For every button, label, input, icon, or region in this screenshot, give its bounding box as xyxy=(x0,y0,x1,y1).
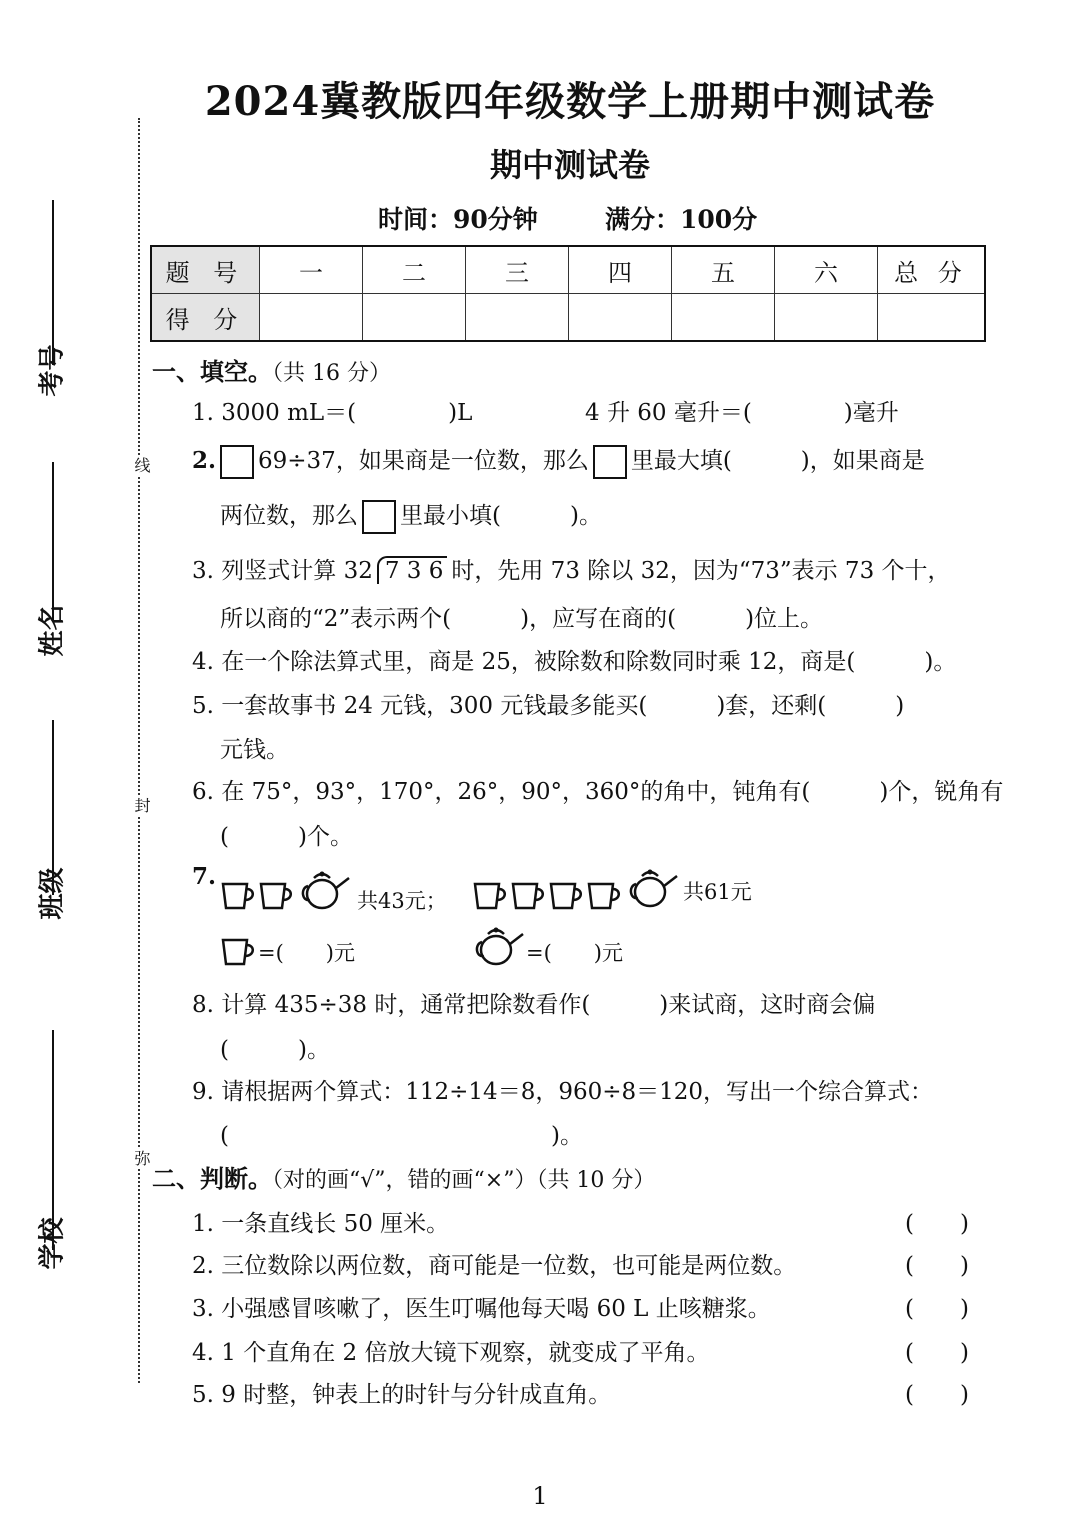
score-table-cell: 三 xyxy=(466,246,569,294)
q2-line-2 xyxy=(220,497,602,534)
q3-line-2: 所以商的“2”表示两个( )，应写在商的( )位上。 xyxy=(220,606,824,632)
judge-answer-1[interactable]: ( ) xyxy=(905,1211,969,1237)
score-table-cell: 六 xyxy=(775,246,878,294)
q8-line-2: ( )。 xyxy=(220,1037,330,1063)
digit-box[interactable] xyxy=(220,445,254,479)
score-table-cell: 一 xyxy=(260,246,363,294)
q6-line-1: 6. 在 75°，93°，170°，26°，90°，360°的角中，钝角有( )个，锐角有 xyxy=(192,779,1004,805)
name-field[interactable] xyxy=(52,462,54,622)
judge-answer-4[interactable]: ( ) xyxy=(905,1340,969,1366)
score-input-cell[interactable] xyxy=(363,294,466,342)
q9-line-1: 9. 请根据两个算式：112÷14＝8，960÷8＝120，写出一个综合算式： xyxy=(192,1079,934,1105)
school-label: 学校 xyxy=(37,1217,68,1270)
score-input-cell[interactable] xyxy=(569,294,672,342)
section-2-title: 二、判断。 xyxy=(152,1164,272,1193)
page-number: 1 xyxy=(532,1482,548,1510)
binding-word-seal: 封 xyxy=(132,797,151,813)
judge-item-4: 4. 1 个直角在 2 倍放大镜下观察，就变成了平角。 xyxy=(192,1340,710,1366)
q4: 4. 在一个除法算式里，商是 25，被除数和除数同时乘 12，商是( )。 xyxy=(192,649,957,675)
teapot-icon xyxy=(628,866,680,910)
score-table-cell: 四 xyxy=(569,246,672,294)
q7-number: 7. xyxy=(192,863,217,890)
teapot-icon xyxy=(300,868,352,912)
page-subtitle: 期中测试卷 xyxy=(489,146,650,184)
q5-line-2: 元钱。 xyxy=(220,737,289,763)
q2-line-1 xyxy=(192,442,925,479)
binding-word-mi: 弥 xyxy=(132,1150,151,1166)
judge-answer-2[interactable]: ( ) xyxy=(905,1253,969,1279)
score-table-cell: 二 xyxy=(363,246,466,294)
cup-icon xyxy=(472,880,508,912)
q3-text-2: 时，先用 73 除以 32，因为“73”表示 73 个十， xyxy=(451,558,951,584)
q3-line-1 xyxy=(192,552,951,585)
exam-full-score: 满分：100分 xyxy=(605,205,758,234)
score-table-cell: 总 分 xyxy=(878,246,986,294)
score-table-cell: 题 号 xyxy=(151,246,260,294)
teapot-icon xyxy=(474,924,526,968)
judge-item-5: 5. 9 时整，钟表上的时针与分针成直角。 xyxy=(192,1382,612,1408)
judge-answer-3[interactable]: ( ) xyxy=(905,1296,969,1322)
q1-part-a: 1. 3000 mL＝( )L xyxy=(192,400,473,426)
exam-time: 时间：90分钟 xyxy=(378,205,538,234)
cup-icon xyxy=(510,880,546,912)
score-input-cell[interactable] xyxy=(878,294,986,342)
q2-text-2: 里最大填( )，如果商是 xyxy=(630,448,925,474)
q7-total-2: 共61元 xyxy=(683,880,752,904)
score-input-cell[interactable] xyxy=(466,294,569,342)
judge-answer-5[interactable]: ( ) xyxy=(905,1382,969,1408)
score-input-cell[interactable] xyxy=(260,294,363,342)
digit-box[interactable] xyxy=(362,500,396,534)
page-title: 2024冀教版四年级数学上册期中测试卷 xyxy=(204,78,936,125)
score-table xyxy=(150,245,986,342)
q8-line-1: 8. 计算 435÷38 时，通常把除数看作( )来试商，这时商会偏 xyxy=(192,992,876,1018)
q5-line-1: 5. 一套故事书 24 元钱，300 元钱最多能买( )套，还剩( ) xyxy=(192,693,905,719)
score-input-cell[interactable] xyxy=(672,294,775,342)
judge-item-2: 2. 三位数除以两位数，商可能是一位数，也可能是两位数。 xyxy=(192,1253,797,1279)
cup-icon xyxy=(258,880,294,912)
score-table-header-row xyxy=(151,246,985,294)
q7-answer-cup[interactable]: =( )元 xyxy=(258,941,355,965)
cup-icon xyxy=(586,880,622,912)
class-label: 班级 xyxy=(37,867,68,920)
score-table-cell: 得 分 xyxy=(151,294,260,342)
section-2-heading xyxy=(152,1159,655,1194)
section-1-heading xyxy=(152,352,391,387)
name-label: 姓名 xyxy=(37,604,68,657)
section-1-note: （共 16 分） xyxy=(272,361,391,386)
binding-word-line: 线 xyxy=(132,457,151,473)
section-2-note: （对的画“√”，错的画“×”）（共 10 分） xyxy=(272,1168,656,1193)
section-1-title: 一、填空。 xyxy=(152,357,272,386)
q2-text-4: 里最小填( )。 xyxy=(400,503,602,529)
judge-item-1: 1. 一条直线长 50 厘米。 xyxy=(192,1211,450,1237)
binding-dotted-line xyxy=(138,118,140,1383)
digit-box[interactable] xyxy=(593,445,627,479)
q6-line-2: ( )个。 xyxy=(220,824,353,850)
long-division-bracket: 7 3 6 xyxy=(377,556,448,584)
score-input-cell[interactable] xyxy=(775,294,878,342)
judge-item-3: 3. 小强感冒咳嗽了，医生叮嘱他每天喝 60 L 止咳糖浆。 xyxy=(192,1296,771,1322)
exam-number-label: 考号 xyxy=(37,344,68,397)
q3-text-1: 3. 列竖式计算 32 xyxy=(192,558,373,584)
cup-icon xyxy=(220,880,256,912)
q1-part-b: 4 升 60 毫升＝( )毫升 xyxy=(585,400,899,426)
cup-icon xyxy=(220,936,256,968)
q7-answer-teapot[interactable]: =( )元 xyxy=(526,941,623,965)
q2-number: 2. xyxy=(192,447,217,474)
q2-text-1: 69÷37，如果商是一位数，那么 xyxy=(258,448,589,474)
q7-total-1: 共43元； xyxy=(357,889,447,913)
cup-icon xyxy=(548,880,584,912)
score-table-cell: 五 xyxy=(672,246,775,294)
q2-text-3: 两位数，那么 xyxy=(220,503,358,529)
q9-line-2: ( )。 xyxy=(220,1123,583,1149)
exam-number-field[interactable] xyxy=(52,200,54,365)
score-table-score-row xyxy=(151,294,985,342)
